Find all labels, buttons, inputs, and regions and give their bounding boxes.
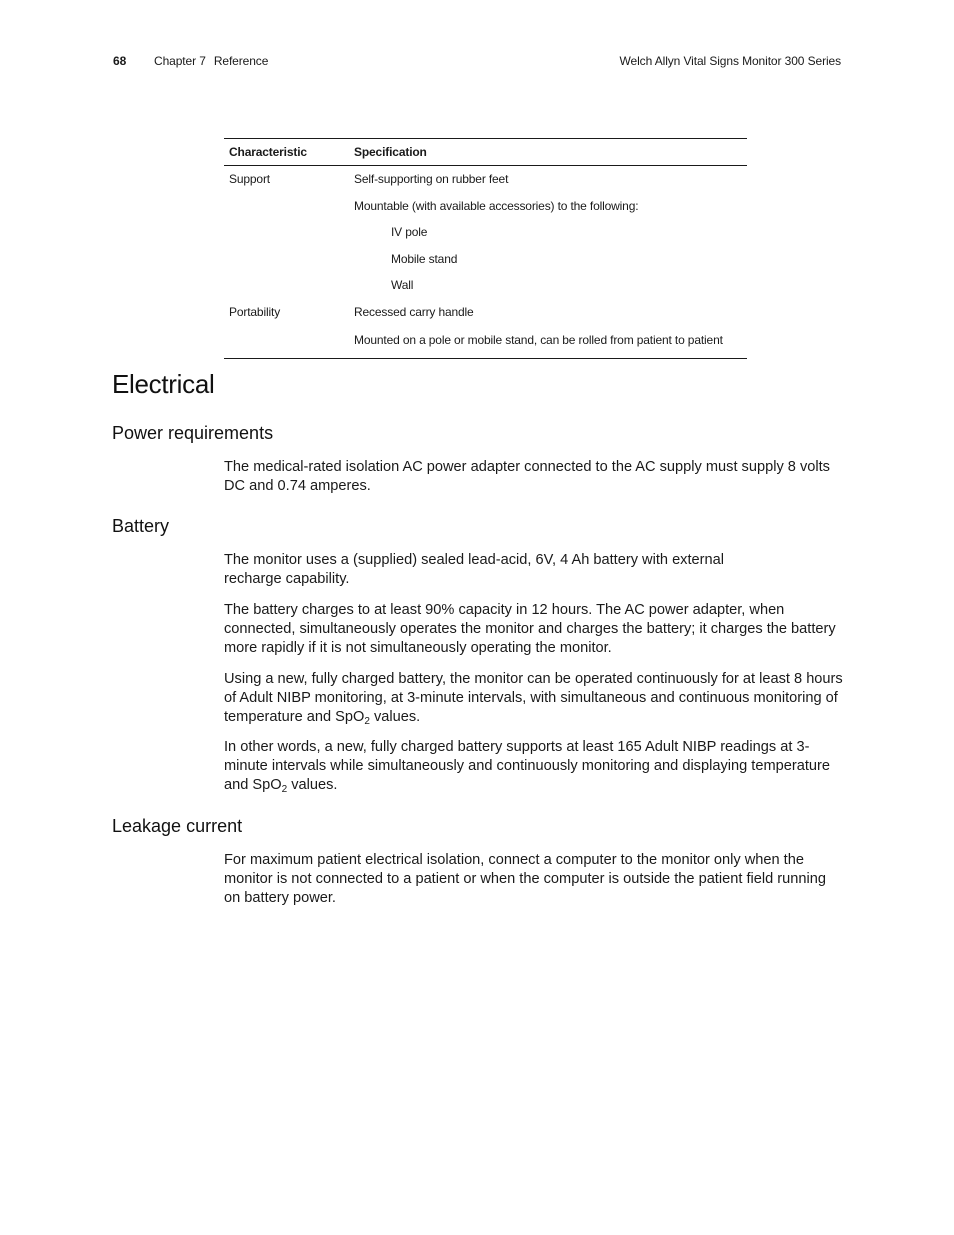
cell-characteristic [224, 325, 349, 359]
subscript-2: 2 [364, 716, 370, 727]
battery-p1-line1: The monitor uses a (supplied) sealed lead-acid, 6V, 4 Ah battery with external [224, 552, 724, 568]
leakage-heading: Leakage current [112, 816, 243, 836]
cell-characteristic: Support [229, 172, 270, 187]
cell-characteristic: Portability [229, 304, 281, 319]
col-header-characteristic: Characteristic [224, 139, 349, 166]
table-row [224, 246, 747, 273]
battery-paragraph-2: The battery charges to at least 90% capacity in 12 hours. The AC power adapter, when connected, simultaneously operates the monitor and charges the battery; it charges the battery more rapidly if it is not simultaneously operating the monitor. [224, 602, 836, 656]
table-row [224, 166, 747, 193]
battery-heading: Battery [112, 516, 170, 536]
table-row [224, 219, 747, 246]
table-header-row [224, 139, 747, 166]
leakage-text: For maximum patient electrical isolation, connect a computer to the monitor only when the monitor is not connected to a patient or when the computer is outside the patient field running on battery power. [224, 852, 826, 906]
cell-characteristic [224, 246, 349, 273]
cell-specification: Mounted on a pole or mobile stand, can be rolled from patient to patient [349, 325, 747, 359]
cell-specification: Wall [391, 278, 414, 293]
section-title: Electrical [112, 369, 215, 399]
book-title: Welch Allyn Vital Signs Monitor 300 Series [619, 54, 841, 68]
table-row [224, 299, 747, 326]
power-heading: Power requirements [112, 423, 274, 443]
power-text: The medical-rated isolation AC power adapter connected to the AC supply must supply 8 volts DC and 0.74 amperes. [224, 459, 830, 494]
battery-p1-line2: recharge capability. [224, 571, 350, 587]
chapter-title: Reference [213, 54, 269, 68]
cell-characteristic [224, 272, 349, 299]
cell-characteristic [224, 193, 349, 220]
cell-characteristic [224, 219, 349, 246]
table-row [224, 272, 747, 299]
subscript-2: 2 [281, 784, 288, 795]
battery-p3-text: Using a new, fully charged battery, the monitor can be operated continuously for at least 8 hours of Adult NIBP monitoring, at 3-minute intervals, with simultaneous and continuous monitoring of temperature and SpO [224, 671, 843, 725]
cell-specification: Recessed carry handle [354, 304, 474, 319]
battery-paragraph-3 [224, 670, 846, 727]
table-row [224, 193, 747, 220]
chapter-number: Chapter 7 [154, 54, 206, 68]
col-header-specification: Specification [349, 139, 747, 166]
battery-paragraph-1 [224, 551, 846, 589]
battery-p4-text: In other words, a new, fully charged battery supports at least 165 Adult NIBP readings at 3-minute intervals while simultaneously and continuously monitoring and displaying temperature and SpO [224, 739, 830, 793]
cell-specification: Mountable (with available accessories) to the following: [354, 198, 639, 213]
battery-p3-end: values. [369, 709, 421, 725]
battery-paragraph-4 [224, 738, 846, 795]
page-header [113, 52, 841, 70]
chapter-label [154, 52, 268, 70]
table-row [224, 325, 747, 359]
spec-table [224, 138, 747, 359]
battery-p4-end: values. [287, 777, 338, 793]
cell-specification: Mobile stand [391, 251, 458, 266]
page-number: 68 [113, 54, 127, 68]
cell-specification: IV pole [391, 225, 428, 240]
cell-specification: Self-supporting on rubber feet [354, 172, 509, 187]
